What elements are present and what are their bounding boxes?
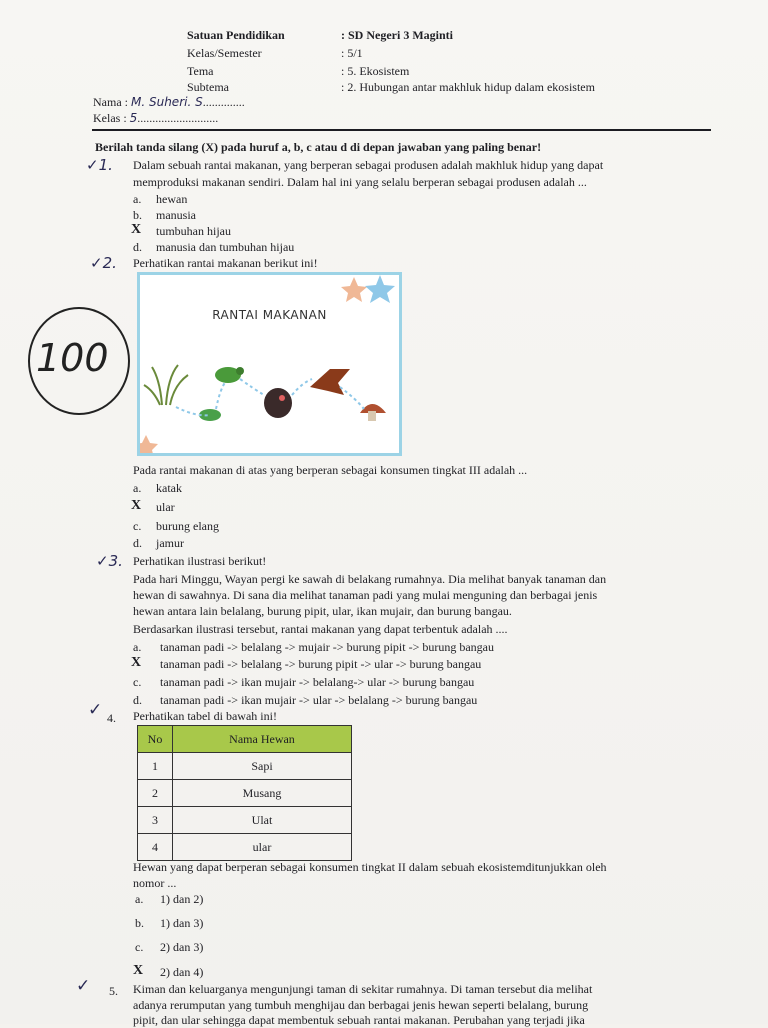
q2-opt-a-letter: a. <box>133 481 142 495</box>
q3-opt-a: tanaman padi -> belalang -> mujair -> burung pipit -> burung bangau <box>160 640 494 654</box>
star-icon <box>341 277 367 302</box>
q1-opt-d-letter: d. <box>133 240 142 254</box>
food-chain-drawing <box>140 275 399 453</box>
row-no: 1 <box>138 753 173 780</box>
q4-line-1: Perhatikan tabel di bawah ini! <box>133 709 277 723</box>
q2-opt-c-letter: c. <box>133 519 142 533</box>
table-header-name: Nama Hewan <box>173 726 352 753</box>
q2-opt-d: jamur <box>156 536 184 550</box>
q2-opt-c: burung elang <box>156 519 219 533</box>
q5-line-1: Kiman dan keluarganya mengunjungi taman di sekitar rumahnya. Di taman tersebut dia melihat <box>133 982 593 996</box>
snake-icon <box>264 388 292 418</box>
mushroom-icon <box>360 404 386 421</box>
star-icon <box>140 435 158 453</box>
q2-opt-d-letter: d. <box>133 536 142 550</box>
grass-icon <box>144 365 188 405</box>
grasshopper-icon <box>215 367 244 383</box>
header-label-kelas: Kelas/Semester <box>187 46 262 60</box>
q4-opt-b: 1) dan 3) <box>160 916 204 930</box>
table-row <box>138 834 352 861</box>
score-value: 100 <box>36 336 109 380</box>
table-row <box>138 753 352 780</box>
header-label-satuan: Satuan Pendidikan <box>187 28 285 42</box>
nama-field <box>93 95 245 110</box>
q4-check-mark: ✓ <box>88 700 103 720</box>
q3-line-5: Berdasarkan ilustrasi tersebut, rantai makanan yang dapat terbentuk adalah .... <box>133 622 508 636</box>
q4-cross-mark: X <box>133 963 144 978</box>
q1-line-2: memproduksi makanan sendiri. Dalam hal ini yang selalu berperan sebagai produsen adalah ... <box>133 175 587 189</box>
header-value-satuan: : SD Negeri 3 Maginti <box>341 28 453 42</box>
q4-opt-c-letter: c. <box>135 940 144 954</box>
animal-table <box>137 725 352 861</box>
row-no: 4 <box>138 834 173 861</box>
nama-label: Nama : <box>93 95 128 109</box>
q4-after-2: nomor ... <box>133 876 177 890</box>
header-value-subtema: : 2. Hubungan antar makhluk hidup dalam ekosistem <box>341 80 595 94</box>
q3-line-3: hewan di sawahnya. Di sana dia melihat tanaman padi yang mulai menguning dan berbagai jenis <box>133 588 598 602</box>
q1-opt-b-letter: b. <box>133 208 142 222</box>
row-animal: ular <box>173 834 352 861</box>
q1-line-1: Dalam sebuah rantai makanan, yang berperan sebagai produsen adalah makhluk hidup yang dapat <box>133 158 604 172</box>
q2-cross-mark: X <box>131 498 142 513</box>
q2-question: Pada rantai makanan di atas yang berperan sebagai konsumen tingkat III adalah ... <box>133 463 528 477</box>
illustration-title: RANTAI MAKANAN <box>212 308 327 322</box>
q4-opt-a: 1) dan 2) <box>160 892 204 906</box>
kelas-field <box>93 111 218 126</box>
q5-line-2: adanya rerumputan yang tumbuh menghijau dan berbagai jenis hewan seperti belalang, burung <box>133 998 589 1012</box>
q2-mark: ✓2. <box>90 254 117 272</box>
table-row <box>138 780 352 807</box>
q4-number: 4. <box>107 711 116 725</box>
row-no: 2 <box>138 780 173 807</box>
header-label-subtema: Subtema <box>187 80 229 94</box>
eagle-icon <box>310 369 350 395</box>
q3-line-2: Pada hari Minggu, Wayan pergi ke sawah di belakang rumahnya. Dia melihat banyak tanaman dan <box>133 572 607 586</box>
q4-after-1: Hewan yang dapat berperan sebagai konsumen tingkat II dalam sebuah ekosistemditunjukkan oleh <box>133 860 607 874</box>
q5-line-3: pipit, dan ular sehingga dapat membentuk sebuah rantai makanan. Perubahan yang terjadi jika <box>133 1013 585 1027</box>
q3-opt-b: tanaman padi -> belalang -> burung pipit -> ular -> burung bangau <box>160 657 482 671</box>
header-divider <box>92 129 711 131</box>
frog-icon <box>199 409 221 421</box>
q1-opt-a: hewan <box>156 192 188 206</box>
instruction: Berilah tanda silang (X) pada huruf a, b, c atau d di depan jawaban yang paling benar! <box>95 140 542 154</box>
kelas-label: Kelas : <box>93 111 127 125</box>
q5-check-mark: ✓ <box>76 976 91 996</box>
row-no: 3 <box>138 807 173 834</box>
score-circle <box>28 307 130 415</box>
q1-opt-c: tumbuhan hijau <box>156 224 231 238</box>
row-animal: Ulat <box>173 807 352 834</box>
q2-opt-b: ular <box>156 500 175 514</box>
q3-mark: ✓3. <box>96 552 123 570</box>
q2-line-1: Perhatikan rantai makanan berikut ini! <box>133 256 318 270</box>
header-label-tema: Tema <box>187 64 214 78</box>
food-chain-illustration <box>137 272 402 456</box>
q1-mark: ✓1. <box>86 156 113 174</box>
q1-opt-d: manusia dan tumbuhan hijau <box>156 240 295 254</box>
q4-opt-c: 2) dan 3) <box>160 940 204 954</box>
star-icon <box>365 275 395 303</box>
kelas-dots: ........................... <box>137 111 219 125</box>
nama-dots: .............. <box>202 95 245 109</box>
q5-number: 5. <box>109 984 118 998</box>
q3-opt-c-letter: c. <box>133 675 142 689</box>
q1-cross-mark: X <box>131 222 142 237</box>
q3-opt-d-letter: d. <box>133 693 142 707</box>
q3-opt-d: tanaman padi -> ikan mujair -> ular -> belalang -> burung bangau <box>160 693 478 707</box>
q3-line-4: hewan antara lain belalang, burung pipit, ular, ikan mujair, dan burung bangau. <box>133 604 512 618</box>
q1-opt-a-letter: a. <box>133 192 142 206</box>
nama-handwritten: M. Suheri. S <box>131 95 203 109</box>
q4-opt-d: 2) dan 4) <box>160 965 204 979</box>
row-animal: Sapi <box>173 753 352 780</box>
q3-opt-c: tanaman padi -> ikan mujair -> belalang-> ular -> burung bangau <box>160 675 475 689</box>
header-value-tema: : 5. Ekosistem <box>341 64 410 78</box>
q2-opt-a: katak <box>156 481 182 495</box>
q4-opt-a-letter: a. <box>135 892 144 906</box>
q3-line-1: Perhatikan ilustrasi berikut! <box>133 554 267 568</box>
q1-opt-b: manusia <box>156 208 196 222</box>
table-header-no: No <box>138 726 173 753</box>
header-value-kelas: : 5/1 <box>341 46 363 60</box>
kelas-handwritten: 5 <box>129 111 138 125</box>
q3-cross-mark: X <box>131 655 142 670</box>
q4-opt-b-letter: b. <box>135 916 144 930</box>
q3-opt-a-letter: a. <box>133 640 142 654</box>
row-animal: Musang <box>173 780 352 807</box>
table-row <box>138 807 352 834</box>
